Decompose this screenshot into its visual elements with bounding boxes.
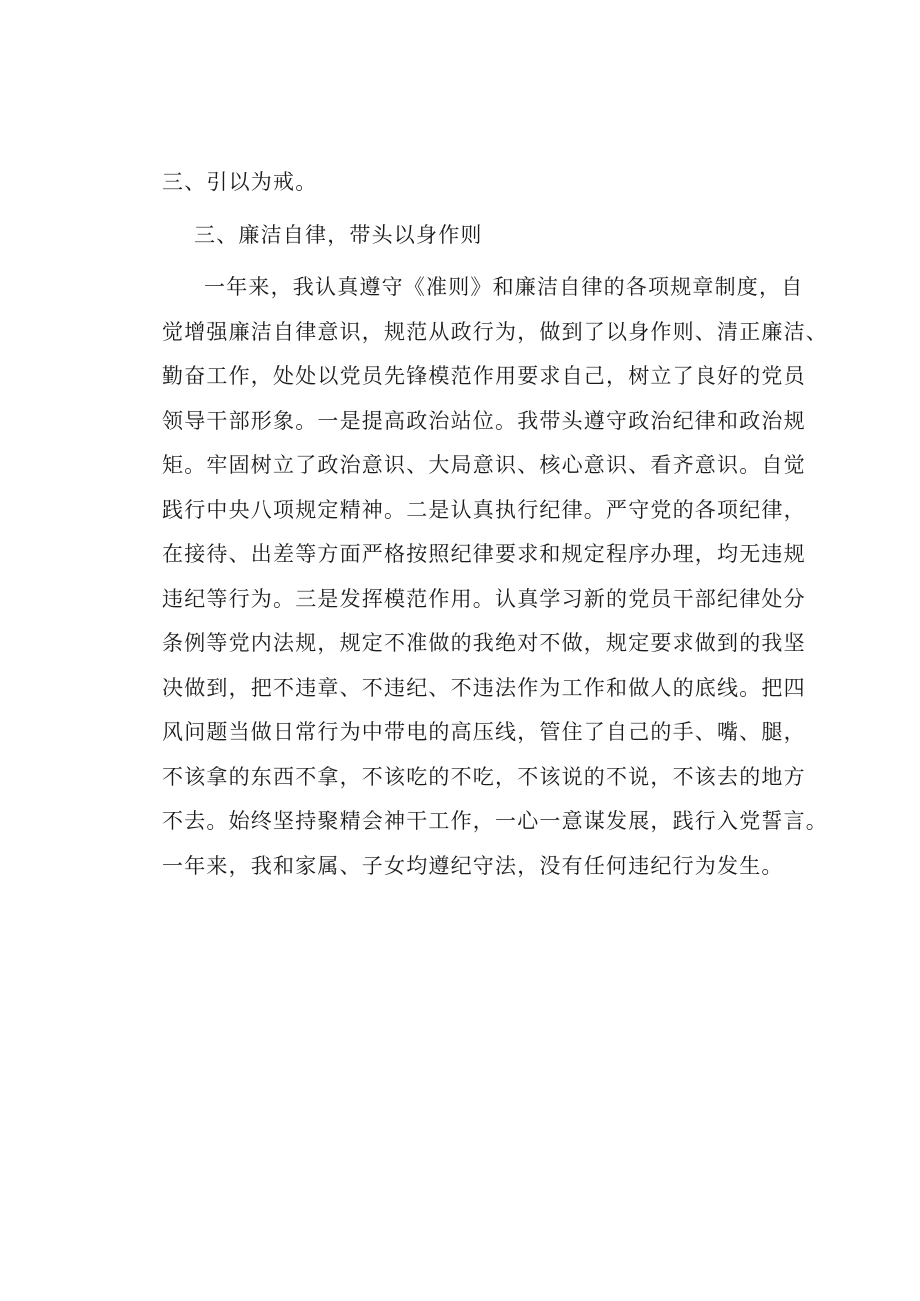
paragraph-line: 决做到，把不违章、不违纪、不违法作为工作和做人的底线。把四 (162, 675, 806, 700)
paragraph-line: 在接待、出差等方面严格按照纪律要求和规定程序办理，均无违规 (162, 542, 806, 566)
paragraph-line: 矩。牢固树立了政治意识、大局意识、核心意识、看齐意识。自觉 (162, 453, 806, 477)
body-paragraph (162, 265, 828, 888)
document-body (162, 160, 828, 888)
section-line: 三、引以为戒。 (162, 170, 318, 194)
paragraph-line: 违纪等行为。三是发挥模范作用。认真学习新的党员干部纪律处分 (162, 586, 806, 611)
section-heading: 三、廉洁自律，带头以身作则 (194, 222, 483, 247)
paragraph-line: 条例等党内法规，规定不准做的我绝对不做，规定要求做到的我坚 (162, 631, 806, 655)
paragraph-line: 勤奋工作，处处以党员先锋模范作用要求自己，树立了良好的党员 (162, 364, 806, 388)
paragraph-line: 一年来，我和家属、子女均遵纪守法，没有任何违纪行为发生。 (162, 853, 784, 878)
paragraph-line: 不该拿的东西不拿，不该吃的不吃，不该说的不说，不该去的地方 (162, 764, 806, 789)
paragraph-line: 领导干部形象。一是提高政治站位。我带头遵守政治纪律和政治规 (162, 408, 806, 433)
paragraph-line: 践行中央八项规定精神。二是认真执行纪律。严守党的各项纪律， (162, 497, 806, 522)
paragraph-line: 一年来，我认真遵守《准则》和廉洁自律的各项规章制度，自 (204, 275, 804, 299)
paragraph-line: 觉增强廉洁自律意识，规范从政行为，做到了以身作则、清正廉洁、 (162, 319, 828, 344)
paragraph-line: 风问题当做日常行为中带电的高压线，管住了自己的手、嘴、腿， (162, 720, 806, 744)
paragraph-line: 不去。始终坚持聚精会神干工作，一心一意谋发展，践行入党誓言。 (162, 809, 828, 833)
